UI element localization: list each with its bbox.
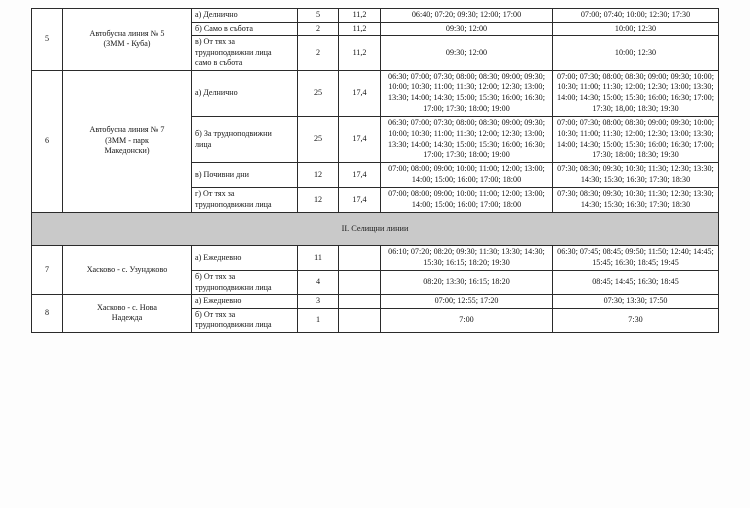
price-value: 17,4 xyxy=(339,163,381,188)
price-value: 17,4 xyxy=(339,188,381,213)
row-number: 5 xyxy=(32,9,63,71)
table-row xyxy=(32,9,719,23)
section-title: II. Селищни линии xyxy=(32,212,719,246)
trip-count: 12 xyxy=(298,163,339,188)
route-name xyxy=(63,295,192,333)
route-name xyxy=(63,70,192,212)
table-row xyxy=(32,246,719,271)
price-value xyxy=(339,271,381,295)
service-type-line2: трудноподвижни лица xyxy=(195,47,272,57)
schedule-direction-a: 06:40; 07:20; 09:30; 12:00; 17:00 xyxy=(381,9,553,23)
bus-timetable xyxy=(31,8,719,333)
route-name-line1: Автобусна линия № 7 xyxy=(89,125,165,135)
service-type: а) Ежедневно xyxy=(192,246,298,271)
route-name-line1: Автобусна линия № 5 xyxy=(89,28,165,38)
trip-count: 25 xyxy=(298,70,339,116)
route-name-line2: (ЗММ - парк xyxy=(105,135,149,145)
route-name xyxy=(63,246,192,295)
service-type-line1: б) От тях за xyxy=(195,272,236,282)
schedule-direction-a: 07:00; 12:55; 17:20 xyxy=(381,295,553,309)
service-type: а) Делнично xyxy=(192,9,298,23)
schedule-direction-b: 08:45; 14:45; 16:30; 18:45 xyxy=(553,271,719,295)
row-number: 6 xyxy=(32,70,63,212)
service-type-line2: трудноподвижни лица xyxy=(195,320,272,330)
service-type-line1: б) От тях за xyxy=(195,309,236,319)
row-number: 8 xyxy=(32,295,63,333)
schedule-direction-a: 07:00; 08:00; 09:00; 10:00; 11:00; 12:00; 13:00; 14:00; 15:00; 16:00; 17:00; 18:00 xyxy=(381,163,553,188)
service-type xyxy=(192,116,298,162)
schedule-direction-b: 7:30 xyxy=(553,308,719,332)
price-value: 11,2 xyxy=(339,36,381,71)
price-value xyxy=(339,308,381,332)
route-name-line1: Хасково - с. Узунджово xyxy=(86,265,168,275)
price-value: 11,2 xyxy=(339,9,381,23)
route-name-line3: Македонски) xyxy=(104,146,150,156)
service-type xyxy=(192,36,298,71)
route-name-line2: Надежда xyxy=(111,313,143,323)
schedule-direction-a: 06:10; 07:20; 08:20; 09:30; 11:30; 13:30; 14:30; 15:30; 16:15; 18:20; 19:30 xyxy=(381,246,553,271)
service-type: в) Почивни дни xyxy=(192,163,298,188)
table-row xyxy=(32,70,719,116)
price-value xyxy=(339,295,381,309)
service-type-line1: г) От тях за xyxy=(195,189,235,199)
trip-count: 1 xyxy=(298,308,339,332)
price-value: 17,4 xyxy=(339,116,381,162)
service-type: а) Ежедневно xyxy=(192,295,298,309)
service-type xyxy=(192,308,298,332)
route-name-line2: (ЗММ - Куба) xyxy=(103,39,151,49)
price-value: 11,2 xyxy=(339,22,381,36)
schedule-direction-b: 10:00; 12:30 xyxy=(553,36,719,71)
service-type-line2: лица xyxy=(195,139,212,149)
service-type: б) Само в събота xyxy=(192,22,298,36)
trip-count: 5 xyxy=(298,9,339,23)
service-type-line2: трудноподвижни лица xyxy=(195,282,272,292)
trip-count: 3 xyxy=(298,295,339,309)
trip-count: 11 xyxy=(298,246,339,271)
schedule-direction-b: 07:30; 08:30; 09:30; 10:30; 11:30; 12:30; 13:30; 14:30; 15:30; 16:30; 17:30; 18:30 xyxy=(553,163,719,188)
schedule-direction-a: 06:30; 07:00; 07:30; 08:00; 08:30; 09:00; 09:30; 10:00; 10:30; 11:00; 11:30; 12:00; 12:30; 13:00; 13:30; 14:00; 14:30; 15:00; 15:30; 16:00; 16:30; 17:00; 17:30; 18:00; 19:00 xyxy=(381,70,553,116)
service-type-line2: трудноподвижни лица xyxy=(195,199,272,209)
schedule-direction-b: 07:00; 07:30; 08:00; 08:30; 09:00; 09:30; 10:00; 10:30; 11:00; 11:30; 12:00; 12:30; 13:00; 13:30; 14:00; 14:30; 15:00; 15:30; 16:00; 16:30; 17:00; 17:30; 18:00; 18:30; 19:30 xyxy=(553,116,719,162)
trip-count: 25 xyxy=(298,116,339,162)
schedule-direction-b: 10:00; 12:30 xyxy=(553,22,719,36)
service-type: а) Делнично xyxy=(192,70,298,116)
trip-count: 4 xyxy=(298,271,339,295)
route-name xyxy=(63,9,192,71)
service-type-line1: в) От тях за xyxy=(195,37,235,47)
schedule-direction-a: 06:30; 07:00; 07:30; 08:00; 08:30; 09:00; 09:30; 10:00; 10:30; 11:00; 11:30; 12:00; 12:30; 13:00; 13:30; 14:00; 14:30; 15:00; 15:30; 16:00; 16:30; 17:00; 17:30; 18:00; 19:00 xyxy=(381,116,553,162)
trip-count: 12 xyxy=(298,188,339,213)
schedule-direction-b: 07:00; 07:40; 10:00; 12:30; 17:30 xyxy=(553,9,719,23)
price-value: 17,4 xyxy=(339,70,381,116)
schedule-direction-a: 07:00; 08:00; 09:00; 10:00; 11:00; 12:00; 13:00; 14:00; 15:00; 16:00; 17:00; 18:00 xyxy=(381,188,553,213)
service-type-line1: б) За трудноподвижни xyxy=(195,129,272,139)
route-name-line1: Хасково - с. Нова xyxy=(97,302,157,312)
trip-count: 2 xyxy=(298,36,339,71)
schedule-direction-a: 08:20; 13:30; 16:15; 18:20 xyxy=(381,271,553,295)
price-value xyxy=(339,246,381,271)
schedule-direction-a: 7:00 xyxy=(381,308,553,332)
schedule-direction-b: 07:00; 07:30; 08:00; 08:30; 09:00; 09:30; 10:00; 10:30; 11:00; 11:30; 12:00; 12:30; 13:00; 13:30; 14:00; 14:30; 15:00; 15:30; 16:00; 16:30; 17:00; 17:30; 18,00; 18:30; 19:30 xyxy=(553,70,719,116)
schedule-direction-b: 07:30; 13:30; 17:50 xyxy=(553,295,719,309)
service-type-line3: само в събота xyxy=(195,58,243,68)
section-header-row xyxy=(32,212,719,246)
table-row xyxy=(32,295,719,309)
trip-count: 2 xyxy=(298,22,339,36)
schedule-direction-a: 09:30; 12:00 xyxy=(381,22,553,36)
row-number: 7 xyxy=(32,246,63,295)
service-type xyxy=(192,188,298,213)
schedule-direction-b: 06:30; 07:45; 08:45; 09:50; 11:50; 12:40; 14:45; 15:45; 16:30; 18:45; 19:45 xyxy=(553,246,719,271)
service-type xyxy=(192,271,298,295)
schedule-direction-b: 07:30; 08:30; 09:30; 10:30; 11:30; 12:30; 13:30; 14:30; 15:30; 16:30; 17:30; 18:30 xyxy=(553,188,719,213)
schedule-direction-a: 09:30; 12:00 xyxy=(381,36,553,71)
